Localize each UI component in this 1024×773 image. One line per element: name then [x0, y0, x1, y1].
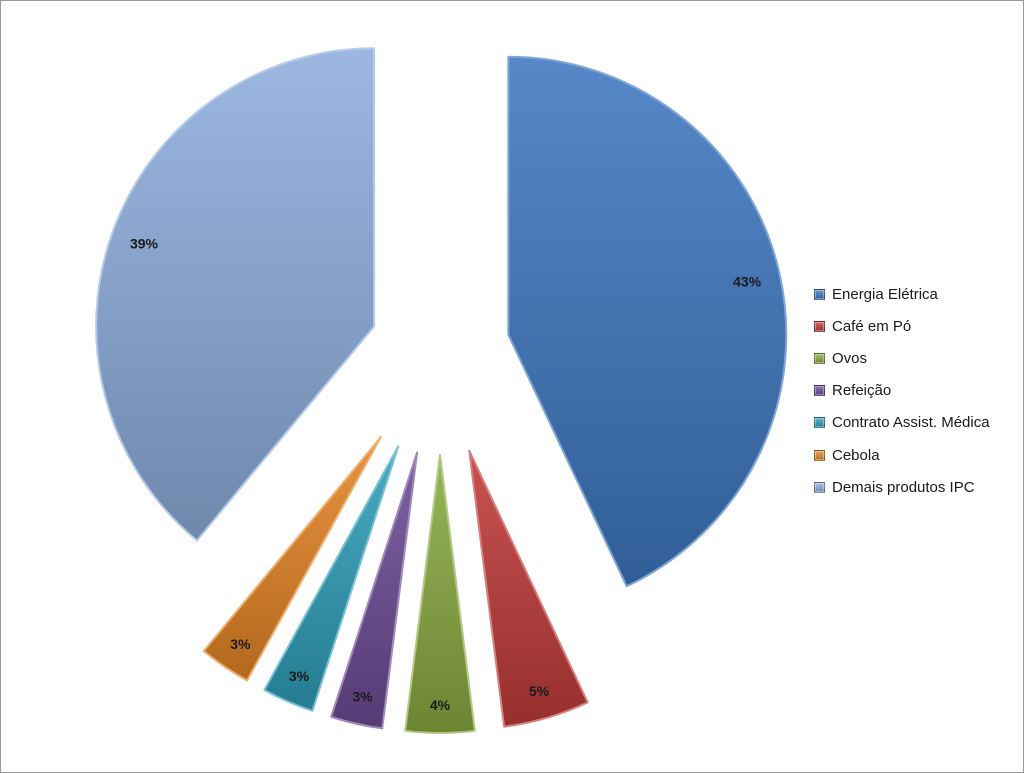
- legend-item-6: [814, 471, 990, 503]
- legend-label-3: Refeição: [832, 382, 892, 400]
- legend-swatch-4: [814, 417, 825, 428]
- legend-item-0: [814, 278, 990, 310]
- pie-slice-2: [405, 455, 475, 733]
- data-label-3: 3%: [352, 688, 373, 705]
- legend: [814, 278, 990, 503]
- data-label-6: 39%: [129, 235, 158, 252]
- legend-label-5: Cebola: [832, 446, 880, 464]
- legend-item-1: [814, 310, 990, 342]
- data-label-5: 3%: [230, 635, 251, 652]
- legend-swatch-6: [814, 482, 825, 493]
- legend-item-2: [814, 342, 990, 374]
- legend-swatch-5: [814, 450, 825, 461]
- legend-swatch-3: [814, 385, 825, 396]
- legend-item-5: [814, 439, 990, 471]
- legend-label-1: Café em Pó: [832, 317, 912, 335]
- data-label-2: 4%: [429, 697, 451, 714]
- legend-item-3: [814, 375, 990, 407]
- legend-label-2: Ovos: [832, 349, 868, 367]
- legend-label-0: Energia Elétrica: [832, 285, 938, 303]
- legend-swatch-0: [814, 289, 825, 300]
- pie-slice-0: [508, 57, 786, 587]
- legend-swatch-2: [814, 353, 825, 364]
- legend-swatch-1: [814, 321, 825, 332]
- data-label-1: 5%: [528, 683, 550, 700]
- legend-item-4: [814, 407, 990, 439]
- pie-slice-6: [96, 48, 374, 540]
- data-label-0: 43%: [733, 273, 762, 290]
- data-label-4: 3%: [288, 667, 310, 684]
- legend-label-6: Demais produtos IPC: [832, 478, 975, 496]
- pie-slices: [96, 48, 786, 733]
- legend-label-4: Contrato Assist. Médica: [832, 414, 990, 432]
